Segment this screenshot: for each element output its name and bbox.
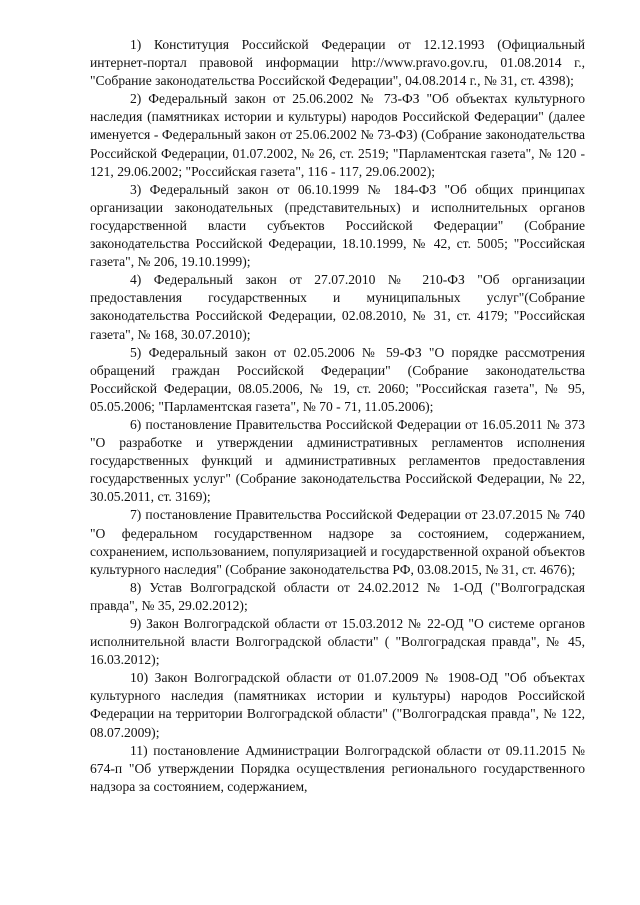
legal-basis-item-9: 9) Закон Волгоградской области от 15.03.2012 № 22-ОД "О системе органов исполнительной власти Волгоградской области" ( "Волгоградская правда", № 45, 16.03.2012); [90,616,585,668]
legal-basis-item-10: 10) Закон Волгоградской области от 01.07.2009 № 1908-ОД "Об объектах культурного наследия (памятниках истории и культуры) народов Российской Федерации на территории Волгоградской области" ("Волгоградская правда", № 122, 08.07.2009); [90,670,585,740]
document-page [90,36,585,796]
legal-basis-item-8: 8) Устав Волгоградской области от 24.02.2012 № 1-ОД ("Волгоградская правда", № 35, 29.02.2012); [90,579,585,613]
legal-basis-item-6: 6) постановление Правительства Российской Федерации от 16.05.2011 № 373 "О разработке и утверждении административных регламентов исполнения государственных функций и административных регламентов предоставления государственных услуг" (Собрание законодательства Российской Федерации, № 22, 30.05.2011, ст. 3169); [90,416,585,505]
legal-basis-item-1: 1) Конституция Российской Федерации от 12.12.1993 (Официальный интернет-портал правовой информации http://www.pravo.gov.ru, 01.08.2014 г., "Собрание законодательства Российской Федерации", 04.08.2014 г., № 31, ст. 4398); [90,37,585,89]
legal-basis-item-11: 11) постановление Администрации Волгоградской области от 09.11.2015 № 674-п "Об утверждении Порядка осуществления регионального государственного надзора за состоянием, содержанием, [90,742,585,794]
legal-basis-item-7: 7) постановление Правительства Российской Федерации от 23.07.2015 № 740 "О федеральном государственном надзоре за состоянием, содержанием, сохранением, использованием, популяризацией и государственной охраной объектов культурного наследия" (Собрание законодательства РФ, 03.08.2015, № 31, ст. 4676); [90,507,585,577]
legal-basis-item-4: 4) Федеральный закон от 27.07.2010 № 210-ФЗ "Об организации предоставления государственных и муниципальных услуг"(Собрание законодательства Российской Федерации, 02.08.2010, № 31, ст. 4179; "Российская газета", № 168, 30.07.2010); [90,272,585,342]
legal-basis-item-3: 3) Федеральный закон от 06.10.1999 № 184-ФЗ "Об общих принципах организации законодательных (представительных) и исполнительных органов государственной власти субъектов Российской Федерации" (Собрание законодательства Российской Федерации, 18.10.1999, № 42, ст. 5005; "Российская газета", № 206, 19.10.1999); [90,181,585,270]
legal-basis-item-5: 5) Федеральный закон от 02.05.2006 № 59-ФЗ "О порядке рассмотрения обращений граждан Российской Федерации" (Собрание законодательства Российской Федерации, 08.05.2006, № 19, ст. 2060; "Российская газета", № 95, 05.05.2006; "Парламентская газета", № 70 - 71, 11.05.2006); [90,344,585,414]
legal-basis-item-2: 2) Федеральный закон от 25.06.2002 № 73-ФЗ "Об объектах культурного наследия (памятниках истории и культуры) народов Российской Федерации" (далее именуется - Федеральный закон от 25.06.2002 № 73-ФЗ) (Собрание законодательства Российской Федерации, 01.07.2002, № 26, ст. 2519; "Парламентская газета", № 120 - 121, 29.06.2002; "Российская газета", 116 - 117, 29.06.2002); [90,91,585,179]
